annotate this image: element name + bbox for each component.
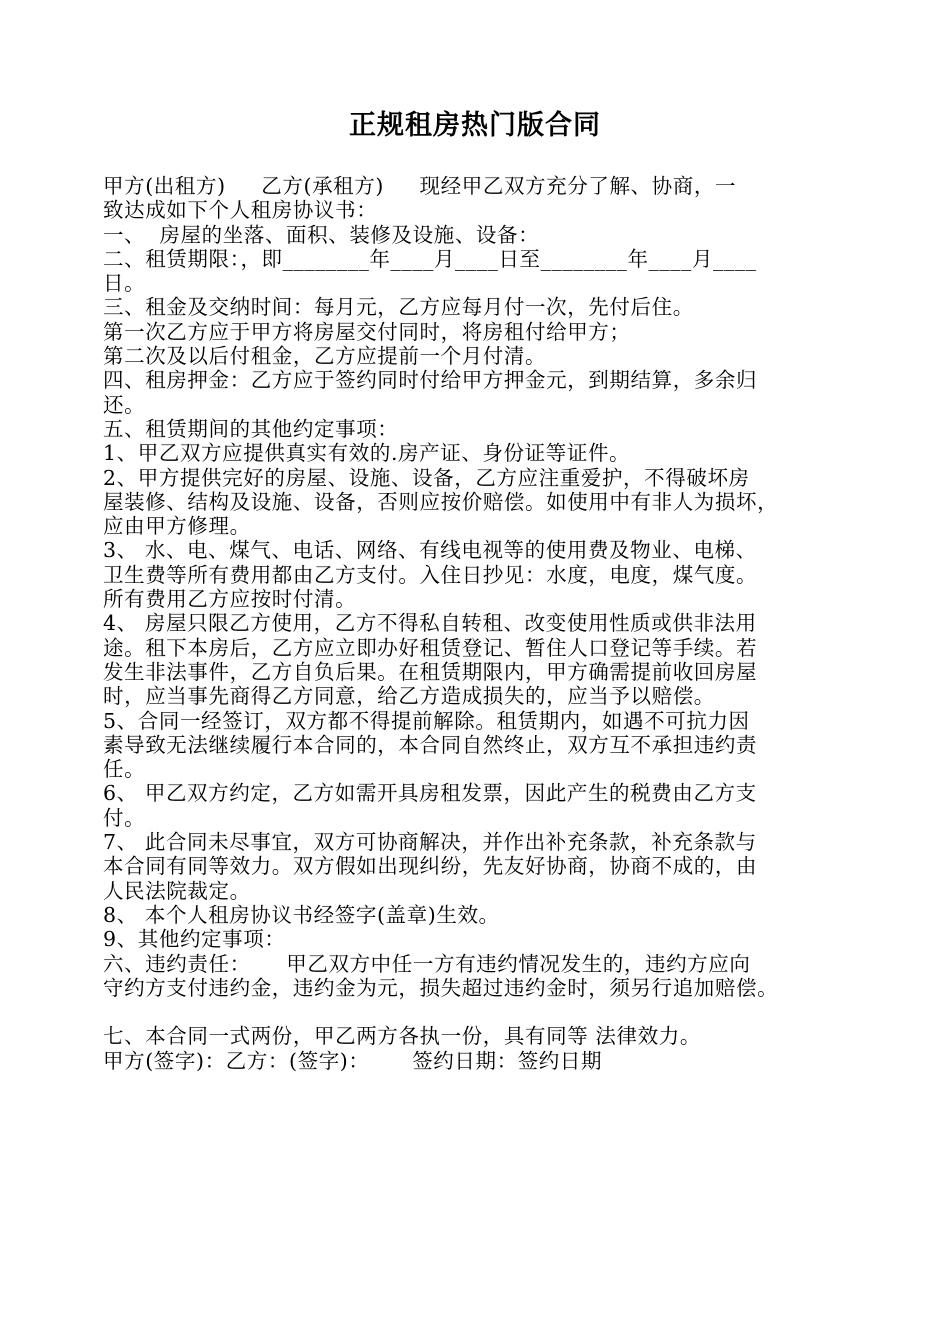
text-line: 素导致无法继续履行本合同的，本合同自然终止，双方互不承担违约责 <box>103 732 758 757</box>
text-line: 第一次乙方应于甲方将房屋交付同时，将房租付给甲方； <box>103 319 631 344</box>
text-line: 2、甲方提供完好的房屋、设施、设备，乙方应注重爱护，不得破坏房 <box>103 465 750 490</box>
text-line: 3、 水、电、煤气、电话、网络、有线电视等的使用费及物业、电梯、 <box>103 538 757 563</box>
text-line: 人民法院裁定。 <box>103 878 251 903</box>
text-line: 4、 房屋只限乙方使用，乙方不得私自转租、改变使用性质或供非法用 <box>103 611 757 636</box>
text-line: 日。 <box>103 271 146 296</box>
text-line: 屋装修、结构及设施、设备，否则应按价赔偿。如使用中有非人为损坏， <box>103 489 779 514</box>
text-line: 所有费用乙方应按时付清。 <box>103 587 357 612</box>
text-line: 一、 房屋的坐落、面积、装修及设施、设备： <box>103 222 540 247</box>
text-line: 途。租下本房后，乙方应立即办好租赁登记、暂住人口登记等手续。若 <box>103 635 758 660</box>
text-line: 8、 本个人租房协议书经签字(盖章)生效。 <box>103 902 500 927</box>
text-line: 致达成如下个人租房协议书： <box>103 198 378 223</box>
text-line: 第二次及以后付租金，乙方应提前一个月付清。 <box>103 344 547 369</box>
text-line: 六、违约责任： 甲乙双方中任一方有违约情况发生的，违约方应向 <box>103 951 751 976</box>
text-line: 5、合同一经签订，双方都不得提前解除。租赁期内，如遇不可抗力因 <box>103 708 750 733</box>
text-line: 付。 <box>103 805 146 830</box>
text-line: 五、租赁期间的其他约定事项： <box>103 416 399 441</box>
text-line: 本合同有同等效力。双方假如出现纠纷，先友好协商，协商不成的，由 <box>103 854 758 879</box>
text-line: 七、本合同一式两份，甲乙两方各执一份，具有同等 法律效力。 <box>103 1024 701 1049</box>
document-title: 正规租房热门版合同 <box>349 110 601 141</box>
text-line: 三、租金及交纳时间：每月元，乙方应每月付一次，先付后住。 <box>103 295 694 320</box>
text-line: 6、 甲乙双方约定，乙方如需开具房租发票，因此产生的税费由乙方支 <box>103 781 757 806</box>
blank-line <box>103 1000 863 1024</box>
text-line: 甲方(出租方) 乙方(承租方) 现经甲乙双方充分了解、协商，一 <box>103 174 737 198</box>
text-line: 1、甲乙双方应提供真实有效的.房产证、身份证等证件。 <box>103 441 631 466</box>
text-line: 应由甲方修理。 <box>103 514 251 539</box>
text-line: 发生非法事件，乙方自负后果。在租赁期限内，甲方确需提前收回房屋 <box>103 659 758 684</box>
text-line: 守约方支付违约金，违约金为元，损失超过违约金时，须另行追加赔偿。 <box>103 975 779 1000</box>
text-line: 时，应当事先商得乙方同意，给乙方造成损失的，应当予以赔偿。 <box>103 684 715 709</box>
text-line: 7、 此合同未尽事宜，双方可协商解决，并作出补充条款，补充条款与 <box>103 830 757 855</box>
text-line: 甲方(签字)：乙方：(签字)： 签约日期：签约日期 <box>103 1048 603 1073</box>
text-line: 任。 <box>103 757 146 782</box>
text-line: 9、其他约定事项： <box>103 927 286 952</box>
text-line: 二、租赁期限：，即________年____月____日至________年____月____ <box>103 246 757 271</box>
document-body <box>103 174 863 1073</box>
text-line: 四、租房押金：乙方应于签约同时付给甲方押金元，到期结算，多余归 <box>103 368 758 393</box>
text-line: 卫生费等所有费用都由乙方支付。入住日抄见：水度，电度，煤气度。 <box>103 562 758 587</box>
text-line: 还。 <box>103 392 146 417</box>
